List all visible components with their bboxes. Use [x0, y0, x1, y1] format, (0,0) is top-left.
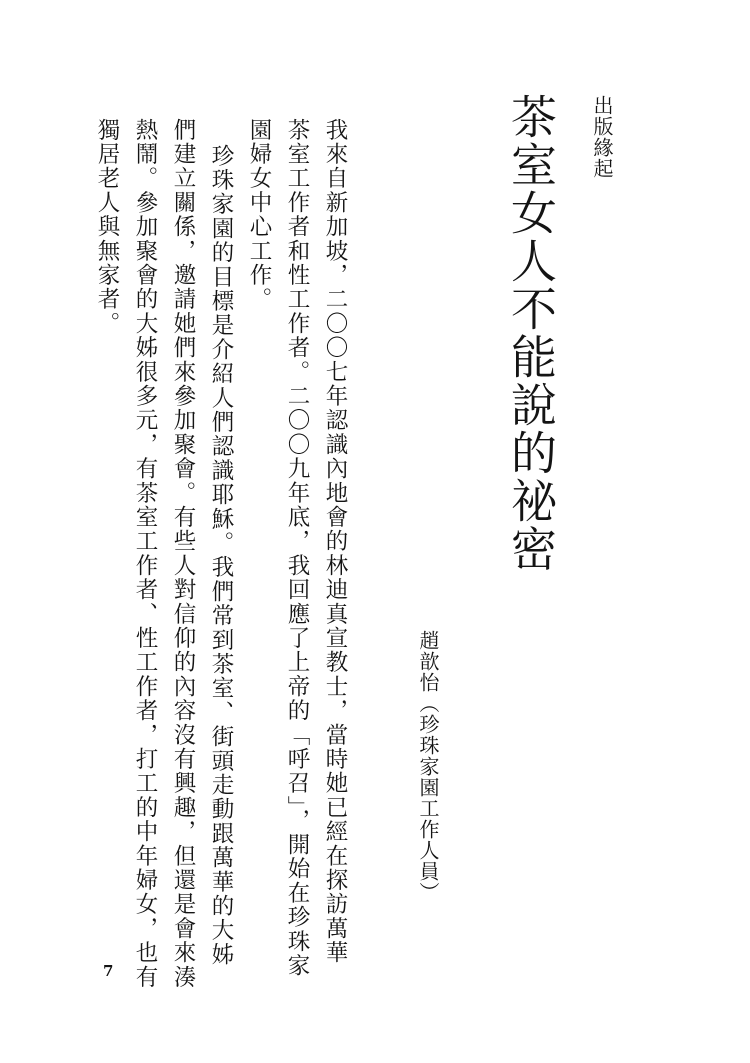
series-label: 出版緣起: [590, 95, 614, 179]
body-line-4: 珍珠家園的目標是介紹人們認識耶穌。我們常到茶室、街頭走動跟萬華的大姊: [208, 144, 234, 967]
body-line-3: 園婦女中心工作。: [246, 118, 272, 312]
body-line-5: 們建立關係，邀請她們來參加聚會。有些人對信仰的內容沒有興趣，但還是會來湊: [170, 118, 196, 990]
body-line-7: 獨居老人與無家者。: [94, 118, 120, 336]
page-number: 7: [103, 962, 114, 980]
body-line-1: 我來自新加坡，二〇〇七年認識內地會的林迪真宣教士，當時她已經在探訪萬華: [322, 118, 348, 965]
chapter-title: 茶室女人不能說的祕密: [504, 93, 558, 573]
body-line-2: 茶室工作者和性工作者。二〇〇九年底，我回應了上帝的「呼召」，開始在珍珠家: [284, 118, 310, 978]
author-credit: 趙歆怡（珍珠家園工作人員）: [416, 630, 440, 903]
body-line-6: 熱鬧。參加聚會的大姊很多元，有茶室工作者、性工作者，打工的中年婦女，也有: [132, 118, 158, 990]
